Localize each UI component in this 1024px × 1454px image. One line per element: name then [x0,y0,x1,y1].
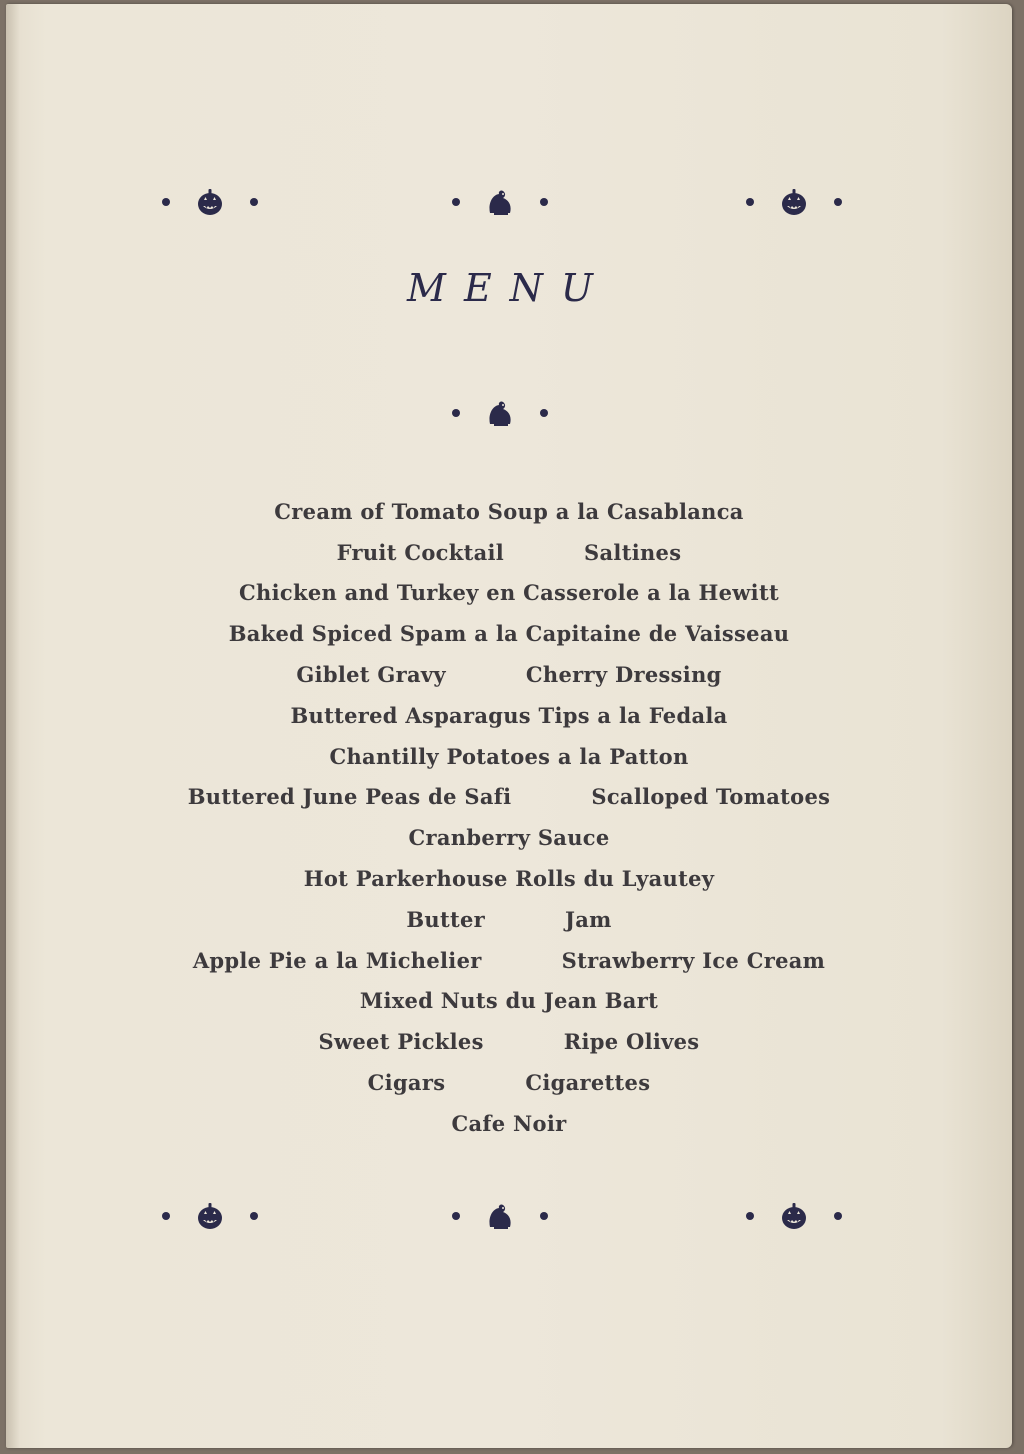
bullet-dot [834,1212,842,1220]
menu-item: Hot Parkerhouse Rolls du Lyautey [303,866,715,892]
menu-line [6,1103,1012,1144]
ornament-group [150,182,270,222]
bullet-dot [452,409,460,417]
menu-line [6,899,1012,940]
menu-line [6,858,1012,899]
ornament-group [440,393,560,433]
menu-item: Ripe Olives [563,1029,700,1055]
bullet-dot [540,409,548,417]
pumpkin-icon [194,1200,226,1232]
menu-item: Cream of Tomato Soup a la Casablanca [274,498,744,524]
menu-item: Strawberry Ice Cream [561,947,826,973]
bullet-dot [452,1212,460,1220]
menu-title: MENU [407,266,611,310]
menu-item: Fruit Cocktail [336,539,505,565]
menu-item: Saltines [584,539,682,565]
menu-line [6,654,1012,695]
turkey-icon [484,186,516,218]
ornament-group [734,182,854,222]
menu-line [6,1062,1012,1103]
menu-line [6,777,1012,818]
turkey-icon [484,397,516,429]
menu-item: Buttered June Peas de Safi [187,784,512,810]
middle-ornament-row [6,393,1012,433]
ornament-group [440,1196,560,1236]
menu-item: Baked Spiced Spam a la Capitaine de Vaisseau [228,621,790,647]
menu-item: Apple Pie a la Michelier [192,947,482,973]
pumpkin-icon [194,186,226,218]
menu-item: Giblet Gravy [296,662,446,688]
bullet-dot [250,198,258,206]
menu-line [6,981,1012,1022]
bullet-dot [452,198,460,206]
menu-line [6,532,1012,573]
menu-item: Jam [564,906,612,932]
menu-item: Butter [406,906,485,932]
pumpkin-icon [778,186,810,218]
bullet-dot [540,1212,548,1220]
menu-line [6,736,1012,777]
menu-item: Sweet Pickles [318,1029,484,1055]
menu-line [6,613,1012,654]
top-ornament-row [6,182,1012,222]
menu-line [6,695,1012,736]
turkey-icon [484,1200,516,1232]
menu-item: Cigarettes [525,1070,651,1096]
bottom-ornament-row [6,1196,1012,1236]
menu-item: Mixed Nuts du Jean Bart [359,988,659,1014]
bullet-dot [162,1212,170,1220]
menu-line [6,817,1012,858]
bullet-dot [746,198,754,206]
menu-item: Cigars [367,1070,446,1096]
menu-item: Chantilly Potatoes a la Patton [329,743,689,769]
menu-line [6,1021,1012,1062]
menu-item: Buttered Asparagus Tips a la Fedala [290,702,728,728]
bullet-dot [540,198,548,206]
menu-item: Scalloped Tomatoes [591,784,831,810]
menu-line [6,940,1012,981]
menu-page [6,4,1012,1448]
bullet-dot [746,1212,754,1220]
ornament-group [734,1196,854,1236]
bullet-dot [250,1212,258,1220]
menu-line [6,573,1012,614]
ornament-group [440,182,560,222]
menu-item: Cherry Dressing [525,662,722,688]
menu-item: Cranberry Sauce [408,825,610,851]
menu-item: Chicken and Turkey en Casserole a la Hewitt [239,580,779,606]
bullet-dot [834,198,842,206]
bullet-dot [162,198,170,206]
menu-line [6,491,1012,532]
menu-item: Cafe Noir [451,1110,567,1136]
pumpkin-icon [778,1200,810,1232]
ornament-group [150,1196,270,1236]
menu-items-list [6,491,1012,1144]
